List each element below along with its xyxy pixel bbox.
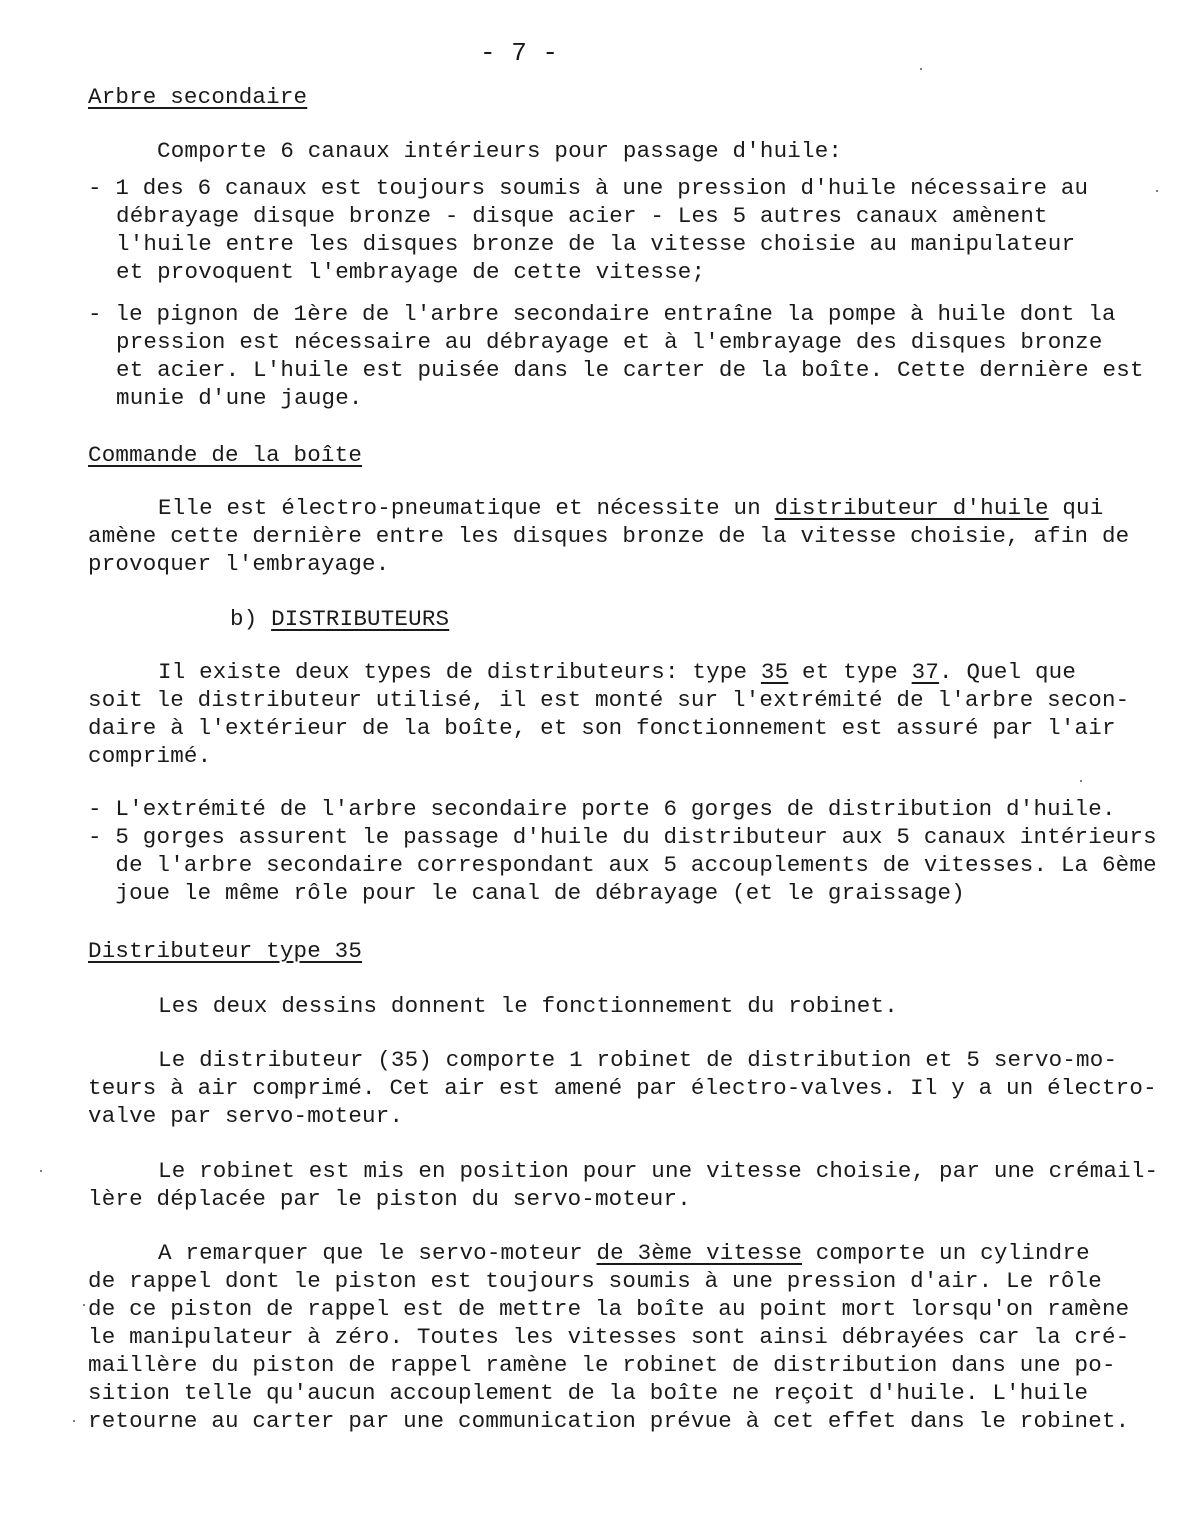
paragraph-line: teurs à air comprimé. Cet air est amené par électro-valves. Il y a un électro- [88,1075,1157,1101]
heading-distributeurs: b) DISTRIBUTEURS [230,606,450,632]
paragraph-line: Le robinet est mis en position pour une vitesse choisie, par une crémail- [158,1158,1159,1184]
bullet-line: l'huile entre les disques bronze de la vitesse choisie au manipulateur [116,231,1076,257]
bullet-line: - le pignon de 1ère de l'arbre secondaire entraîne la pompe à huile dont la [88,301,1116,327]
paragraph-line: Les deux dessins donnent le fonctionnement du robinet. [158,993,898,1019]
paragraph-line: retourne au carter par une communication prévue à cet effet dans le robinet. [88,1408,1130,1434]
scan-speck [1156,190,1158,192]
bullet-line: - L'extrémité de l'arbre secondaire porte 6 gorges de distribution d'huile. [88,796,1116,822]
paragraph-line: soit le distributeur utilisé, il est monté sur l'extrémité de l'arbre secon- [88,687,1130,713]
paragraph-line: lère déplacée par le piston du servo-moteur. [88,1186,691,1212]
scan-speck [40,1170,42,1172]
paragraph-line: Elle est électro-pneumatique et nécessite un distributeur d'huile qui [158,495,1104,521]
paragraph-line: daire à l'extérieur de la boîte, et son fonctionnement est assuré par l'air [88,715,1116,741]
bullet-line: - 5 gorges assurent le passage d'huile du distributeur aux 5 canaux intérieurs [88,824,1157,850]
scan-speck [83,1304,85,1306]
paragraph-line: sition telle qu'aucun accouplement de la boîte ne reçoit d'huile. L'huile [88,1380,1089,1406]
paragraph-line: valve par servo-moteur. [88,1103,404,1129]
bullet-line: - 1 des 6 canaux est toujours soumis à une pression d'huile nécessaire au [88,175,1089,201]
paragraph-line: amène cette dernière entre les disques bronze de la vitesse choisie, afin de [88,523,1130,549]
heading-arbre-secondaire: Arbre secondaire [88,84,308,110]
bullet-line: et provoquent l'embrayage de cette vitesse; [116,259,706,285]
bullet-line: de l'arbre secondaire correspondant aux 5 accouplements de vitesses. La 6ème [88,852,1157,878]
paragraph-line: A remarquer que le servo-moteur de 3ème vitesse comporte un cylindre [158,1240,1090,1266]
paragraph-line: de rappel dont le piston est toujours soumis à une pression d'air. Le rôle [88,1268,1102,1294]
bullet-line: pression est nécessaire au débrayage et à l'embrayage des disques bronze [116,329,1103,355]
page-number: - 7 - [480,38,559,68]
heading-type35: Distributeur type 35 [88,938,363,964]
scan-speck [920,68,922,70]
paragraph-intro: Comporte 6 canaux intérieurs pour passage d'huile: [157,138,843,164]
heading-commande: Commande de la boîte [88,442,363,468]
bullet-line: joue le même rôle pour le canal de débrayage (et le graissage) [88,880,965,906]
bullet-line: munie d'une jauge. [116,385,363,411]
paragraph-line: Il existe deux types de distributeurs: type 35 et type 37. Quel que [158,659,1077,685]
paragraph-line: provoquer l'embrayage. [88,551,390,577]
scan-speck [73,1420,75,1422]
paragraph-line: maillère du piston de rappel ramène le robinet de distribution dans une po- [88,1352,1116,1378]
bullet-line: et acier. L'huile est puisée dans le carter de la boîte. Cette dernière est [116,357,1144,383]
bullet-line: débrayage disque bronze - disque acier - Les 5 autres canaux amènent [116,203,1048,229]
paragraph-line: le manipulateur à zéro. Toutes les vitesses sont ainsi débrayées car la cré- [88,1324,1130,1350]
paragraph-line: Le distributeur (35) comporte 1 robinet de distribution et 5 servo-mo- [158,1047,1118,1073]
paragraph-line: de ce piston de rappel est de mettre la boîte au point mort lorsqu'on ramène [88,1296,1130,1322]
paragraph-line: comprimé. [88,743,212,769]
scan-speck [1080,780,1082,782]
